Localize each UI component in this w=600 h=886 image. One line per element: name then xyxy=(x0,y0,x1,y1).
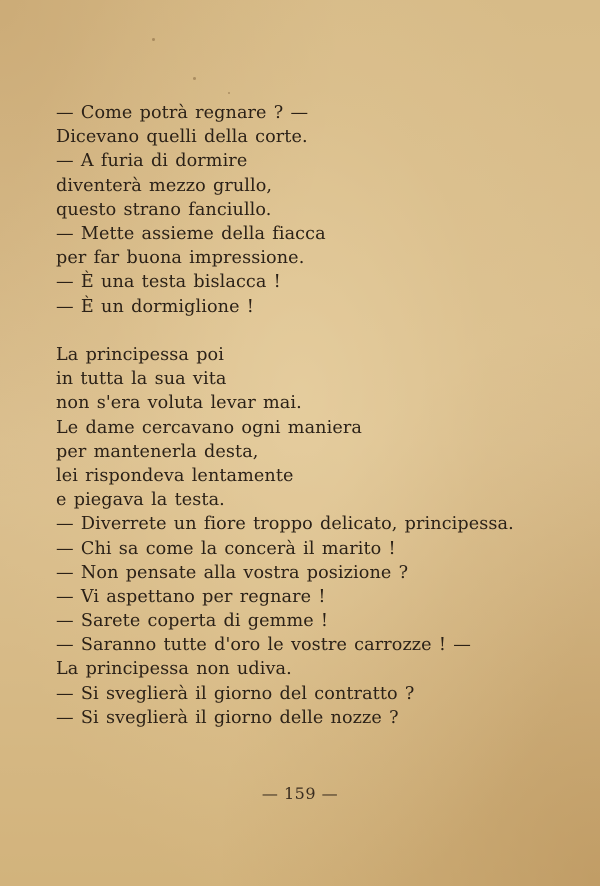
text-line: e piegava la testa. xyxy=(56,490,225,511)
text-line: lei rispondeva lentamente xyxy=(56,465,294,486)
text-line: Dicevano quelli della corte. xyxy=(56,127,308,148)
text-line: — Diverrete un fiore troppo delicato, principessa. xyxy=(56,514,514,535)
page-number: — 159 — xyxy=(261,784,339,803)
paper-speck xyxy=(152,38,155,41)
text-line: — Si sveglierà il giorno delle nozze ? xyxy=(56,707,399,728)
paper-speck xyxy=(193,77,196,80)
text-line: — Si sveglierà il giorno del contratto ? xyxy=(56,683,415,704)
text-line: per far buona impressione. xyxy=(56,248,305,269)
paper-speck xyxy=(228,92,230,94)
text-line: — Vi aspettano per regnare ! xyxy=(56,586,326,607)
text-line: — Saranno tutte d'oro le vostre carrozze ! — xyxy=(56,635,471,656)
text-line: per mantenerla desta, xyxy=(56,441,259,462)
text-line: — È un dormiglione ! xyxy=(56,296,254,317)
stanza-2 xyxy=(56,343,514,730)
text-line: in tutta la sua vita xyxy=(56,369,227,390)
text-line: — Come potrà regnare ? — xyxy=(56,103,309,123)
stanza-1 xyxy=(56,101,326,319)
text-line: diventerà mezzo grullo, xyxy=(56,175,273,196)
text-line: — Sarete coperta di gemme ! xyxy=(56,611,329,632)
text-line: non s'era voluta levar mai. xyxy=(56,393,302,414)
text-line: La principessa poi xyxy=(56,345,224,365)
text-line: — Chi sa come la concerà il marito ! xyxy=(56,538,396,559)
text-line: — Non pensate alla vostra posizione ? xyxy=(56,562,409,583)
text-line: Le dame cercavano ogni maniera xyxy=(56,417,362,438)
text-line: — Mette assieme della fiacca xyxy=(56,223,326,244)
text-line: — A furia di dormire xyxy=(56,151,248,172)
text-line: La principessa non udiva. xyxy=(56,659,292,680)
text-line: — È una testa bislacca ! xyxy=(56,272,281,293)
text-line: questo strano fanciullo. xyxy=(56,199,272,220)
